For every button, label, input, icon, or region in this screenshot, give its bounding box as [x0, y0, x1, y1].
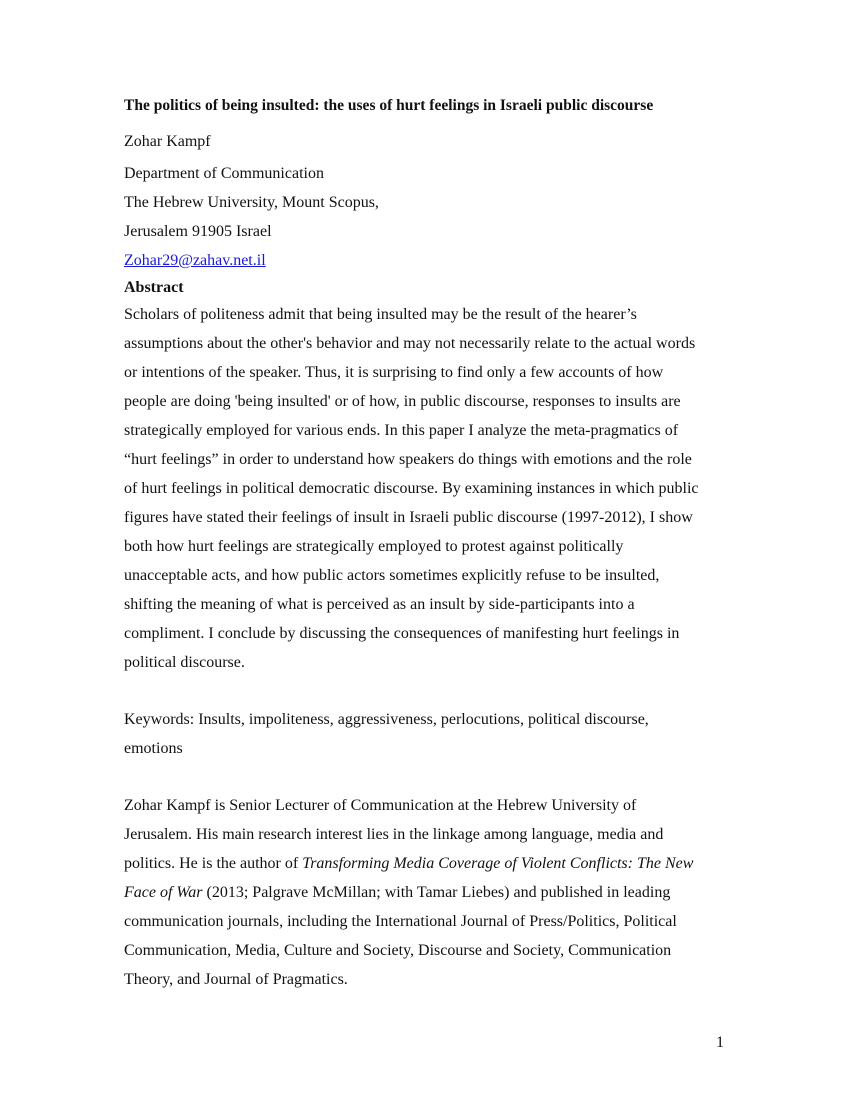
- author-email-link[interactable]: Zohar29@zahav.net.il: [124, 252, 266, 269]
- abstract-line: shifting the meaning of what is perceived as an insult by side-participants into a: [124, 596, 635, 613]
- author-city: Jerusalem 91905 Israel: [124, 223, 272, 240]
- author-bio: [124, 791, 724, 994]
- author-department: Department of Communication: [124, 165, 324, 182]
- document-page: [124, 96, 724, 994]
- abstract-line: or intentions of the speaker. Thus, it is surprising to find only a few accounts of how: [124, 364, 664, 381]
- book-title: Face of War: [124, 884, 203, 901]
- bio-line: communication journals, including the International Journal of Press/Politics, Political: [124, 913, 677, 930]
- author-university: The Hebrew University, Mount Scopus,: [124, 194, 379, 211]
- bio-text: (2013; Palgrave McMillan; with Tamar Liebes) and published in leading: [202, 884, 671, 901]
- abstract-line: “hurt feelings” in order to understand how speakers do things with emotions and the role: [124, 451, 692, 468]
- keywords-line: emotions: [124, 740, 183, 757]
- bio-line: [124, 878, 724, 907]
- abstract-line: figures have stated their feelings of insult in Israeli public discourse (1997-2012), I show: [124, 509, 693, 526]
- abstract-body: [124, 300, 724, 677]
- abstract-line: political discourse.: [124, 654, 245, 671]
- keywords: [124, 705, 724, 763]
- bio-line: Jerusalem. His main research interest lies in the linkage among language, media and: [124, 826, 664, 843]
- abstract-line: unacceptable acts, and how public actors sometimes explicitly refuse to be insulted,: [124, 567, 660, 584]
- abstract-line: compliment. I conclude by discussing the consequences of manifesting hurt feelings in: [124, 625, 680, 642]
- keywords-line: Keywords: Insults, impoliteness, aggressiveness, perlocutions, political discourse,: [124, 711, 649, 728]
- bio-line: Zohar Kampf is Senior Lecturer of Communication at the Hebrew University of: [124, 797, 637, 814]
- abstract-heading: Abstract: [124, 279, 184, 296]
- abstract-line: Scholars of politeness admit that being insulted may be the result of the hearer’s: [124, 306, 637, 323]
- bio-line: Communication, Media, Culture and Society, Discourse and Society, Communication: [124, 942, 672, 959]
- abstract-line: both how hurt feelings are strategically employed to protest against politically: [124, 538, 624, 555]
- paper-title: The politics of being insulted: the uses of hurt feelings in Israeli public discourse: [124, 97, 654, 114]
- book-title: Transforming Media Coverage of Violent Conflicts: The New: [302, 855, 694, 872]
- bio-line: [124, 849, 724, 878]
- author-name: Zohar Kampf: [124, 133, 211, 150]
- abstract-line: strategically employed for various ends. In this paper I analyze the meta-pragmatics of: [124, 422, 679, 439]
- abstract-line: assumptions about the other's behavior and may not necessarily relate to the actual words: [124, 335, 696, 352]
- abstract-line: people are doing 'being insulted' or of how, in public discourse, responses to insults are: [124, 393, 681, 410]
- page-number: 1: [716, 1034, 724, 1051]
- bio-line: Theory, and Journal of Pragmatics.: [124, 971, 348, 988]
- abstract-line: of hurt feelings in political democratic discourse. By examining instances in which public: [124, 480, 699, 497]
- bio-text: politics. He is the author of: [124, 855, 303, 872]
